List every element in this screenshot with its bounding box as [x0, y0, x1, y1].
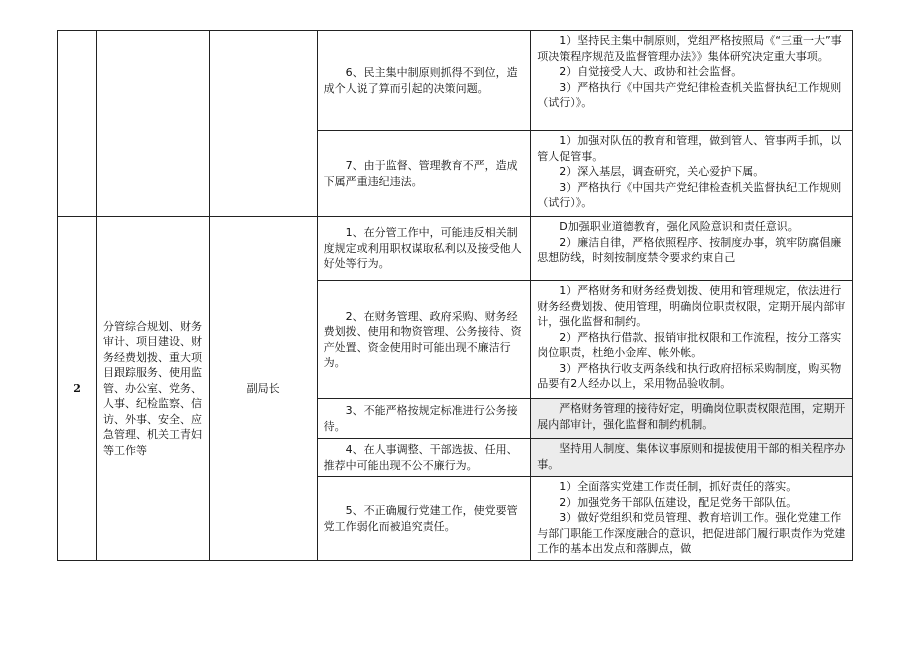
measure-item: 2）严格执行借款、报销审批权限和工作流程，按分工落实岗位职责，杜绝小金库、帐外帐。: [537, 330, 842, 359]
control-measures-cell: [531, 131, 853, 217]
risk-point-cell: 3、不能严格按规定标准进行公务接待。: [317, 399, 531, 439]
position-cell: [209, 31, 317, 217]
duties-cell: [97, 31, 210, 217]
number-cell: [58, 31, 97, 217]
measure-item: 3）做好党组织和党员管理、教育培训工作。强化党建工作与部门职能工作深度融合的意识，把促进部门履行职责作为党建工作的基本出发点和落脚点，做: [537, 511, 846, 555]
table-row: [58, 217, 853, 281]
control-measures-cell: [531, 31, 853, 131]
measure-item: 1）加强对队伍的教育和管理，做到管人、管事两手抓，以管人促管事。: [537, 134, 842, 163]
measure-item: 2）自觉接受人大、政协和社会监督。: [559, 65, 743, 78]
risk-point-cell: 7、由于监督、管理教育不严，造成下属严重违纪违法。: [317, 131, 531, 217]
position-cell: 副局长: [209, 217, 317, 561]
measure-item: 3）严格执行《中国共产党纪律检查机关监督执纪工作规则（试行）》。: [537, 180, 842, 209]
measure-item: 严格财务管理的接待好定，明确岗位职责权限范围，定期开展内部审计，强化监督和制约机制。: [537, 402, 846, 431]
measure-item: 3）严格执行收支两条线和执行政府招标采购制度，购买物品要有2人经办以上，采用物品验收制。: [537, 361, 842, 390]
measure-item: D加强职业道德教育，强化风险意识和责任意识。: [559, 220, 799, 233]
measure-item: 1）全面落实党建工作责任制，抓好责任的落实。: [559, 480, 798, 493]
risk-point-cell: 4、在人事调整、干部选拔、任用、推荐中可能出现不公不廉行为。: [317, 439, 531, 477]
control-measures-cell: [531, 477, 853, 561]
risk-point-cell: 1、在分管工作中，可能违反相关制度规定或利用职权谋取私利以及接受他人好处等行为。: [317, 217, 531, 281]
control-measures-cell: [531, 217, 853, 281]
control-measures-cell: [531, 281, 853, 399]
control-measures-cell: [531, 439, 853, 477]
measure-item: 2）廉洁自律，严格依照程序、按制度办事，筑牢防腐倡廉思想防线，时刻按制度禁令要求约束自己: [537, 235, 842, 264]
measure-item: 3）严格执行《中国共产党纪律检查机关监督执纪工作规则（试行）》。: [537, 80, 842, 109]
risk-point-cell: 5、不正确履行党建工作，使党要管党工作弱化而被追究责任。: [317, 477, 531, 561]
measure-item: 2）加强党务干部队伍建设，配足党务干部队伍。: [559, 495, 798, 509]
control-measures-cell: [531, 399, 853, 439]
duties-cell: 分管综合规划、财务审计、项目建设、财务经费划拨、重大项目跟踪服务、使用监管、办公室、党务、人事、纪检监察、信访、外事、安全、应急管理、机关工青妇等工作等: [97, 217, 210, 561]
risk-point-cell: 6、民主集中制原则抓得不到位，造成个人说了算而引起的决策问题。: [317, 31, 531, 131]
measure-item: 2）深入基层，调查研究，关心爱护下属。: [559, 165, 765, 178]
measure-item: 1）坚持民主集中制原则，党组严格按照局《“三重一大”事项决策程序规范及监督管理办法》》集体研究决定重大事项。: [537, 34, 842, 63]
risk-point-cell: 2、在财务管理、政府采购、财务经费划拨、使用和物资管理、公务接待、资产处置、资金使用时可能出现不廉洁行为。: [317, 281, 531, 399]
measure-item: 坚持用人制度、集体议事原则和提拔使用干部的相关程序办事。: [537, 442, 846, 471]
table-row: [58, 31, 853, 131]
number-cell: 2: [58, 217, 97, 561]
measure-item: 1）严格财务和财务经费划拨、使用和管理规定，依法进行财务经费划拨、使用管理，明确岗位职责权限，定期开展内部审计，强化监督和制约。: [537, 284, 846, 328]
risk-control-table: [57, 30, 853, 561]
